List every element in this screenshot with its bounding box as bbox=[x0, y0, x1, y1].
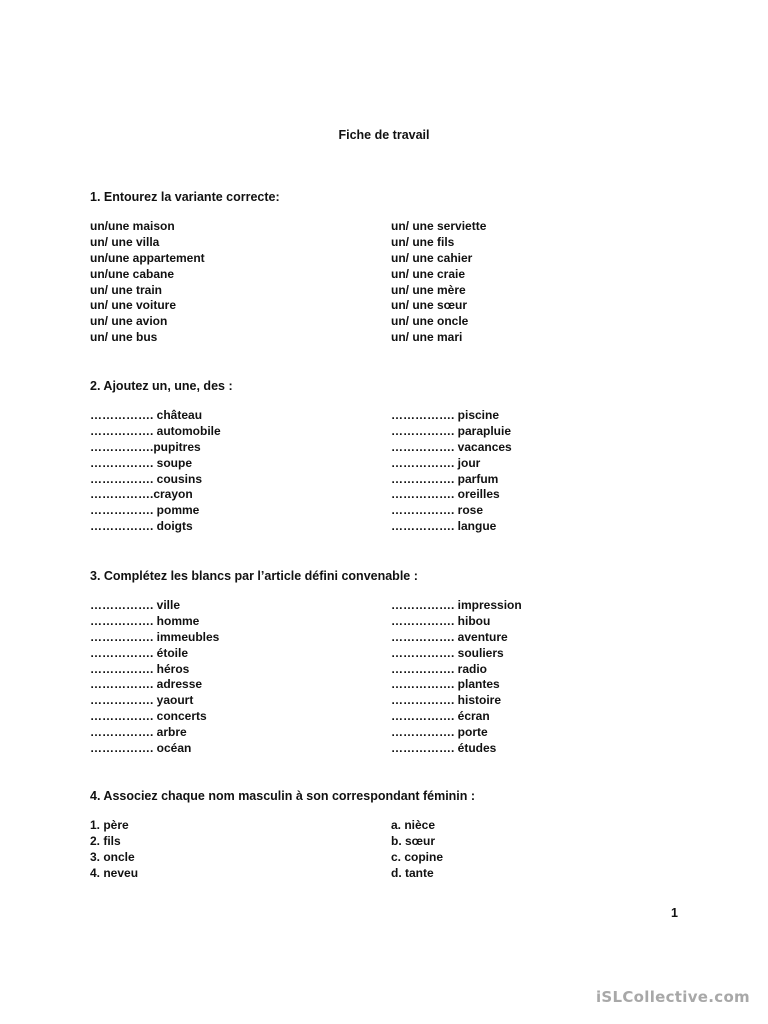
row-left-item: 1. père bbox=[90, 818, 129, 832]
exercise-row bbox=[90, 850, 690, 866]
row-left-item: ……………. doigts bbox=[90, 519, 193, 534]
section-heading: 3. Complétez les blancs par l’article défini convenable : bbox=[90, 569, 418, 583]
row-right-item: ……………. hibou bbox=[391, 613, 491, 628]
row-left-item: ……………. cousins bbox=[90, 471, 203, 486]
exercise-rows bbox=[90, 408, 690, 535]
row-right-item: ……………. souliers bbox=[391, 645, 504, 660]
row-left-item: un/ une villa bbox=[90, 234, 160, 249]
row-right-item: ……………. langue bbox=[391, 519, 497, 534]
row-right-item: ……………. jour bbox=[391, 455, 481, 470]
exercise-row bbox=[90, 424, 690, 440]
row-right-item: un/ une fils bbox=[391, 234, 455, 249]
row-right-item: d. tante bbox=[391, 865, 434, 880]
row-right-item: b. sœur bbox=[391, 833, 435, 848]
row-left-item: 3. oncle bbox=[90, 849, 135, 864]
section-1 bbox=[90, 189, 690, 346]
exercise-row bbox=[90, 235, 690, 251]
row-right-item: ……………. aventure bbox=[391, 629, 508, 644]
exercise-row bbox=[90, 503, 690, 519]
row-left-item: ……………. pomme bbox=[90, 503, 200, 518]
row-left-item: un/ une bus bbox=[90, 330, 158, 345]
row-right-item: un/ une serviette bbox=[391, 219, 487, 233]
exercise-row bbox=[90, 472, 690, 488]
watermark-logo: iSLCollective.com bbox=[595, 988, 750, 1006]
row-left-item: ……………. immeubles bbox=[90, 629, 220, 644]
row-left-item: un/ une voiture bbox=[90, 298, 177, 313]
exercise-row bbox=[90, 818, 690, 834]
row-left-item: 2. fils bbox=[90, 833, 121, 848]
row-right-item: a. nièce bbox=[391, 818, 436, 832]
row-right-item: ……………. impression bbox=[391, 598, 522, 612]
row-left-item: ……………. yaourt bbox=[90, 693, 194, 708]
exercise-row bbox=[90, 662, 690, 678]
exercise-row bbox=[90, 834, 690, 850]
row-left-item: ……………. héros bbox=[90, 661, 190, 676]
row-left-item: ……………. château bbox=[90, 408, 203, 422]
row-left-item: …………….pupitres bbox=[90, 439, 201, 454]
row-left-item: ……………. automobile bbox=[90, 423, 221, 438]
row-right-item: ……………. parapluie bbox=[391, 423, 512, 438]
row-right-item: ……………. histoire bbox=[391, 693, 502, 708]
row-right-item: ……………. parfum bbox=[391, 471, 499, 486]
exercise-rows bbox=[90, 818, 690, 882]
row-left-item: …………….crayon bbox=[90, 487, 193, 502]
exercise-row bbox=[90, 630, 690, 646]
exercise-row bbox=[90, 598, 690, 614]
exercise-row bbox=[90, 487, 690, 503]
row-left-item: ……………. soupe bbox=[90, 455, 193, 470]
row-right-item: un/ une cahier bbox=[391, 250, 473, 265]
row-right-item: ……………. porte bbox=[391, 725, 488, 740]
page-number: 1 bbox=[671, 906, 678, 920]
exercise-rows bbox=[90, 598, 690, 757]
row-left-item: ……………. océan bbox=[90, 741, 192, 756]
row-right-item: un/ une mère bbox=[391, 282, 466, 297]
exercise-row bbox=[90, 330, 690, 346]
exercise-row bbox=[90, 709, 690, 725]
row-right-item: c. copine bbox=[391, 849, 444, 864]
row-right-item: ……………. écran bbox=[391, 709, 490, 724]
section-4 bbox=[90, 788, 690, 882]
row-right-item: un/ une craie bbox=[391, 266, 466, 281]
section-heading: 2. Ajoutez un, une, des : bbox=[90, 379, 233, 393]
row-right-item: ……………. oreilles bbox=[391, 487, 500, 502]
exercise-row bbox=[90, 408, 690, 424]
row-right-item: ……………. plantes bbox=[391, 677, 500, 692]
row-left-item: 4. neveu bbox=[90, 865, 139, 880]
row-left-item: ……………. étoile bbox=[90, 645, 189, 660]
exercise-row bbox=[90, 219, 690, 235]
exercise-row bbox=[90, 614, 690, 630]
section-heading: 1. Entourez la variante correcte: bbox=[90, 190, 280, 204]
exercise-row bbox=[90, 646, 690, 662]
row-left-item: ……………. ville bbox=[90, 598, 181, 612]
exercise-row bbox=[90, 741, 690, 757]
row-right-item: ……………. études bbox=[391, 741, 497, 756]
row-left-item: ……………. homme bbox=[90, 613, 200, 628]
row-left-item: un/une appartement bbox=[90, 250, 205, 265]
exercise-rows bbox=[90, 219, 690, 346]
row-right-item: un/ une sœur bbox=[391, 298, 467, 313]
exercise-row bbox=[90, 519, 690, 535]
exercise-row bbox=[90, 693, 690, 709]
row-left-item: un/une cabane bbox=[90, 266, 175, 281]
row-right-item: un/ une oncle bbox=[391, 314, 469, 329]
exercise-row bbox=[90, 725, 690, 741]
section-heading: 4. Associez chaque nom masculin à son correspondant féminin : bbox=[90, 789, 476, 803]
section-3 bbox=[90, 568, 690, 757]
row-left-item: un/ une train bbox=[90, 282, 162, 297]
exercise-row bbox=[90, 866, 690, 882]
row-left-item: ……………. arbre bbox=[90, 725, 187, 740]
section-2 bbox=[90, 378, 690, 535]
exercise-row bbox=[90, 456, 690, 472]
row-right-item: ……………. piscine bbox=[391, 408, 500, 422]
exercise-row bbox=[90, 283, 690, 299]
row-right-item: ……………. rose bbox=[391, 503, 484, 518]
row-right-item: ……………. radio bbox=[391, 661, 488, 676]
exercise-row bbox=[90, 314, 690, 330]
page-title: Fiche de travail bbox=[338, 128, 430, 142]
row-left-item: ……………. adresse bbox=[90, 677, 203, 692]
row-right-item: un/ une mari bbox=[391, 330, 463, 345]
exercise-row bbox=[90, 267, 690, 283]
exercise-row bbox=[90, 298, 690, 314]
row-left-item: un/ une avion bbox=[90, 314, 168, 329]
row-left-item: ……………. concerts bbox=[90, 709, 207, 724]
exercise-row bbox=[90, 677, 690, 693]
row-right-item: ……………. vacances bbox=[391, 439, 512, 454]
exercise-row bbox=[90, 251, 690, 267]
row-left-item: un/une maison bbox=[90, 219, 175, 233]
exercise-row bbox=[90, 440, 690, 456]
